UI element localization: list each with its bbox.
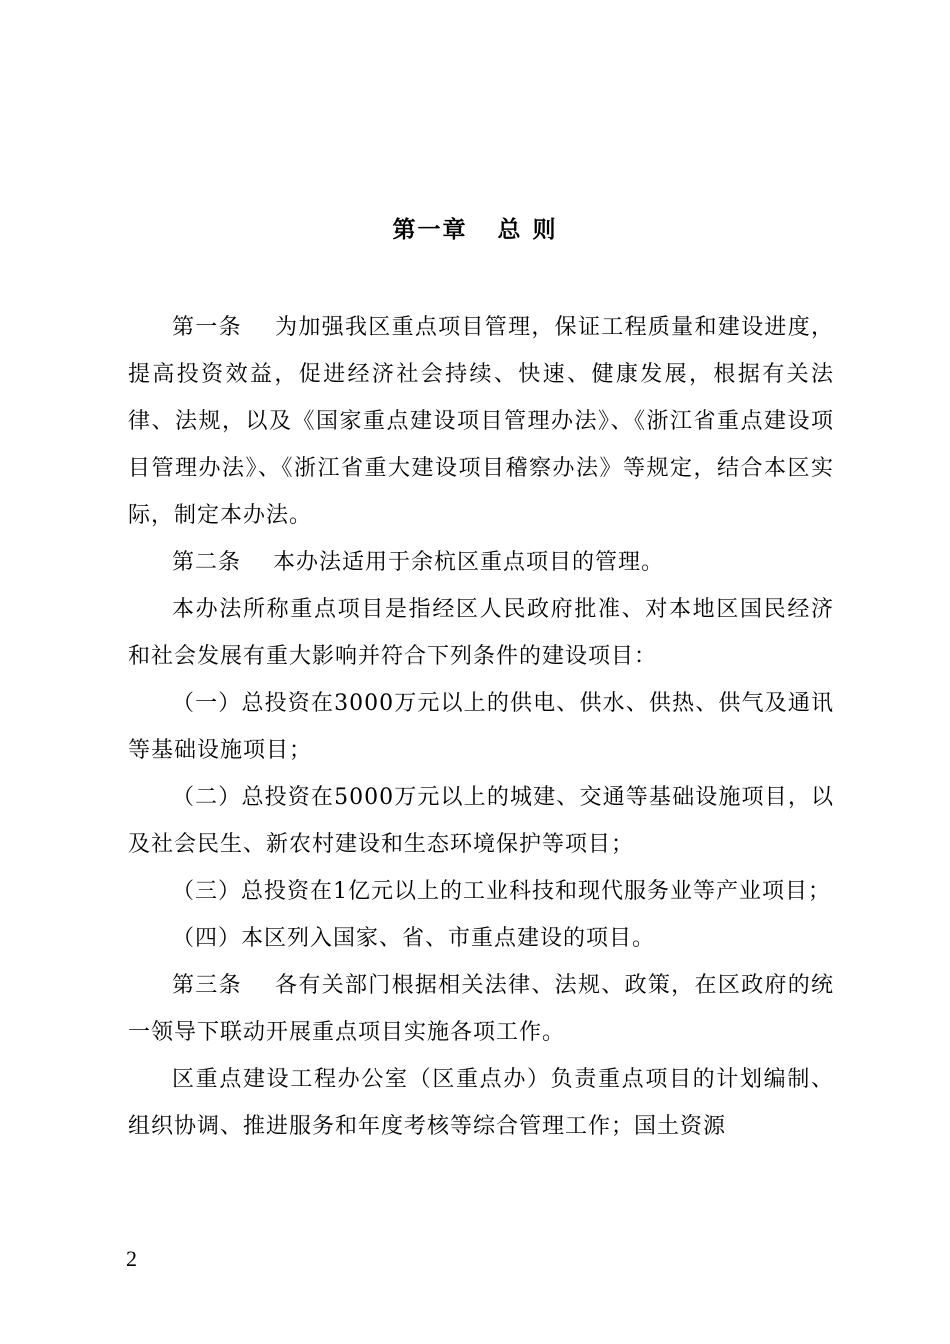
paragraph-article-2: 第二条 本办法适用于余杭区重点项目的管理。 [172, 550, 664, 575]
paragraph-item-1: （一）总投资在3000万元以上的供电、供水、供热、供气及通讯等基础设施项目； [128, 691, 834, 763]
paragraph-article-1: 第一条 为加强我区重点项目管理，保证工程质量和建设进度，提高投资效益，促进经济社会持续、快速、健康发展，根据有关法律、法规，以及《国家重点建设项目管理办法》、《浙江省重点建设项目管理办法》、《浙江省重大建设项目稽察办法》等规定，结合本区实际，制定本办法。 [128, 315, 834, 528]
paragraph-item-4: （四）本区列入国家、省、市重点建设的项目。 [172, 926, 656, 951]
paragraph-article-3: 第三条 各有关部门根据相关法律、法规、政策，在区政府的统一领导下联动开展重点项目实施各项工作。 [128, 973, 834, 1045]
paragraph-item-2: （二）总投资在5000万元以上的城建、交通等基础设施项目，以及社会民生、新农村建设和生态环境保护等项目； [128, 785, 834, 857]
paragraph-definition: 本办法所称重点项目是指经区人民政府批准、对本地区国民经济和社会发展有重大影响并符合下列条件的建设项目： [128, 597, 834, 669]
body-text [128, 304, 834, 1150]
page-number: 2 [126, 1246, 137, 1271]
paragraph-office-duties: 区重点建设工程办公室（区重点办）负责重点项目的计划编制、组织协调、推进服务和年度考核等综合管理工作；国土资源 [128, 1067, 834, 1139]
chapter-title: 第一章 总 则 [392, 217, 558, 243]
paragraph-item-3: （三）总投资在1亿元以上的工业科技和现代服务业等产业项目； [172, 879, 831, 904]
